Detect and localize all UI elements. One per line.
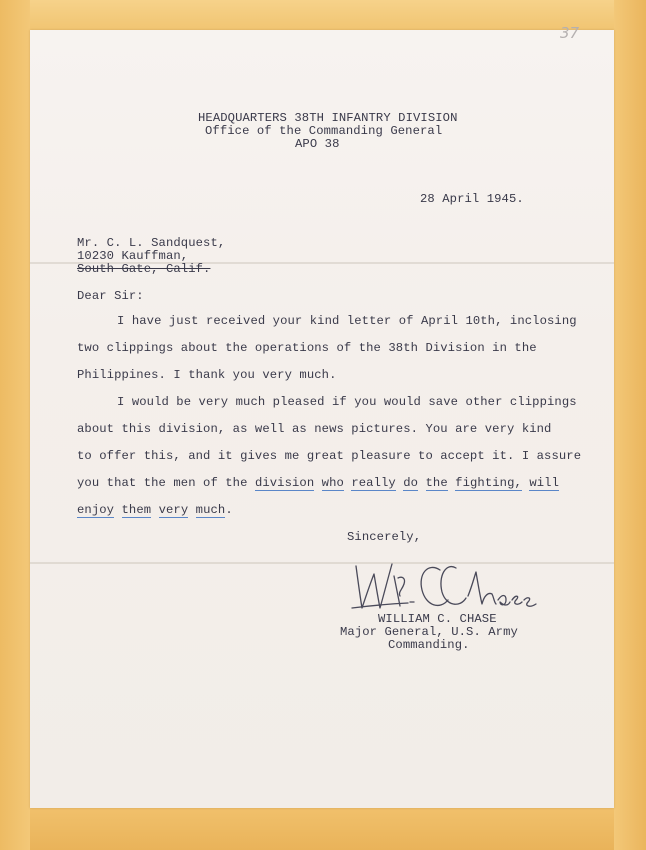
underlined-word: fighting, (455, 476, 522, 490)
space (151, 503, 158, 517)
space (314, 476, 321, 490)
underlined-word: the (425, 476, 448, 490)
signer-rank: Major General, U.S. Army (340, 625, 518, 639)
recipient-street: 10230 Kauffman, (77, 249, 189, 263)
tape-top (0, 0, 646, 34)
paragraph1-line-3: Philippines. I thank you very much. (77, 368, 337, 382)
header-line-2: Office of the Commanding General (205, 124, 443, 138)
recipient-city (77, 262, 210, 276)
underlined-word: division (254, 476, 315, 490)
header-line-1: HEADQUARTERS 38TH INFANTRY DIVISION (198, 111, 458, 125)
text-span: you that the men of the (77, 476, 255, 490)
closing: Sincerely, (347, 530, 422, 544)
space (418, 476, 425, 490)
underlined-word: very (158, 503, 189, 517)
recipient-city-text: South Gate, Calif. (77, 262, 211, 276)
underlined-word: really (351, 476, 396, 490)
header-line-3: APO 38 (295, 137, 340, 151)
paragraph2-line-5 (77, 503, 233, 517)
underlined-word: enjoy (77, 503, 115, 517)
underlined-word: will (529, 476, 559, 490)
underlined-word: them (121, 503, 152, 517)
letter-date: 28 April 1945. (420, 192, 524, 206)
paragraph2-line-4 (77, 476, 559, 490)
tape-left (0, 0, 30, 850)
tape-bottom (0, 806, 646, 850)
paragraph1-line-2: two clippings about the operations of the 38th Division in the (77, 341, 537, 355)
space (114, 503, 121, 517)
underlined-word: who (321, 476, 344, 490)
paragraph2-line-1: I would be very much pleased if you would save other clippings (117, 395, 577, 409)
tape-right (614, 0, 646, 850)
space (188, 503, 195, 517)
paragraph2-line-2: about this division, as well as news pictures. You are very kind (77, 422, 552, 436)
text-span: . (225, 503, 233, 517)
underlined-word: much (195, 503, 226, 517)
signer-name: WILLIAM C. CHASE (378, 612, 497, 626)
recipient-name: Mr. C. L. Sandquest, (77, 236, 226, 250)
paragraph2-line-3: to offer this, and it gives me great pleasure to accept it. I assure (77, 449, 582, 463)
archive-mark: 37 (560, 24, 580, 42)
paragraph1-line-1: I have just received your kind letter of April 10th, inclosing (117, 314, 577, 328)
underlined-word: do (403, 476, 419, 490)
salutation: Dear Sir: (77, 289, 144, 303)
signer-role: Commanding. (388, 638, 470, 652)
